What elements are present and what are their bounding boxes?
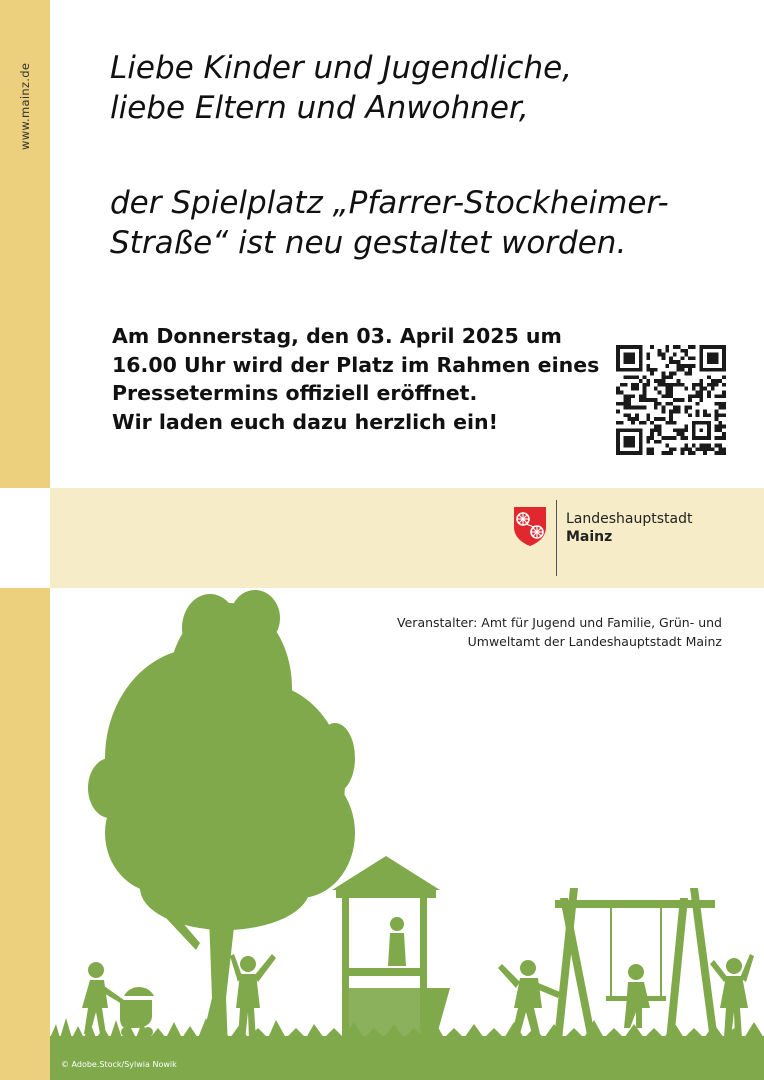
invitation-line-2: 16.00 Uhr wird der Platz im Rahmen eines [112,352,600,377]
sidebar-stripe-bottom [0,588,50,1080]
playground-silhouette [50,588,764,1080]
climbing-tower-icon [332,856,450,1038]
greeting-line-2: liebe Eltern und Anwohner, [110,90,529,126]
cheering-child-right-icon [710,954,754,1038]
invitation-text [112,322,612,436]
announcement-line-1: der Spielplatz „Pfarrer-Stockheimer- [110,185,669,221]
photo-credit: © Adobe.Stock/Sylwia Nowik [61,1060,177,1069]
organizer-line-1: Veranstalter: Amt für Jugend und Familie, Grün- und [397,615,722,630]
invitation-line-3: Pressetermins offiziell eröffnet. [112,381,478,405]
invitation-line-4: Wir laden euch dazu herzlich ein! [112,409,498,434]
sidebar-url: www.mainz.de [18,62,32,150]
logo-wordmark [566,510,693,546]
greeting-line-1: Liebe Kinder und Jugendliche, [110,50,573,86]
logo-line-2: Mainz [566,529,613,545]
organizer-line-2: Umweltamt der Landeshauptstadt Mainz [467,634,722,649]
mainz-crest-icon [512,505,548,547]
swing-set-icon [554,888,718,1040]
announcement-line-2: Straße“ ist neu gestaltet worden. [110,225,627,261]
invitation-line-1: Am Donnerstag, den 03. April 2025 um [112,324,562,348]
greeting-heading [110,48,730,128]
jumping-child-icon [498,960,560,1034]
tree-icon [88,590,355,1048]
logo-divider [556,500,557,576]
logo-line-1: Landeshauptstadt [566,511,693,527]
announcement-heading [110,183,730,263]
cheering-child-icon [230,954,276,1040]
qr-code-icon[interactable] [616,345,726,455]
band-gap [0,488,50,588]
